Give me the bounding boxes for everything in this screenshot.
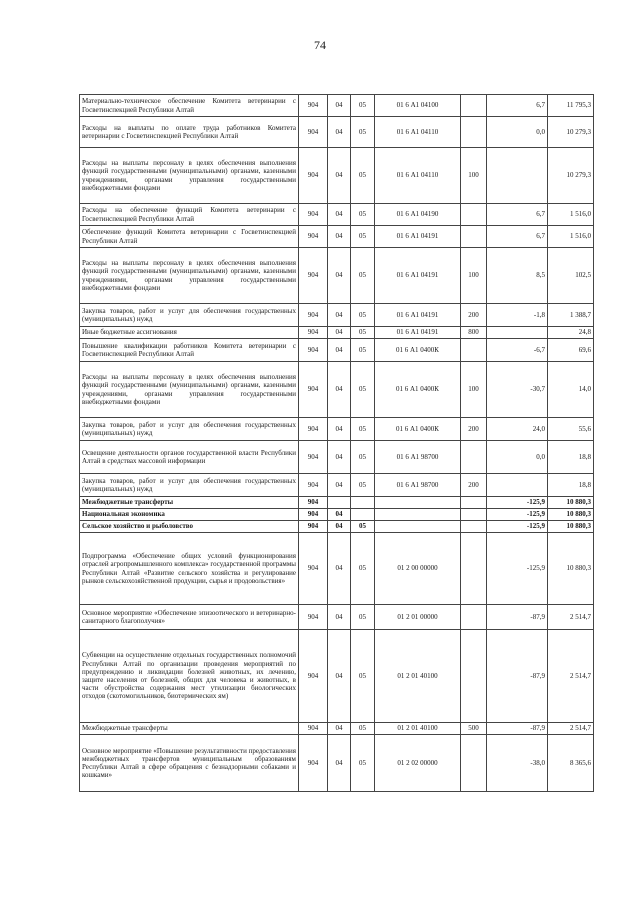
row-grbs: 904 xyxy=(299,723,328,735)
row-name: Расходы на выплаты персоналу в целях обеспечения выполнения функций государственными (муниципальными) органами, казенными учреждениями, органами управления государственными внебюджетными фондами xyxy=(80,248,299,304)
row-name: Закупка товаров, работ и услуг для обеспечения государственных (муниципальных) нужд xyxy=(80,474,299,497)
row-total: 55,6 xyxy=(548,418,594,441)
row-total: 10 880,3 xyxy=(548,497,594,509)
row-total: 10 880,3 xyxy=(548,533,594,605)
row-section: 04 xyxy=(328,226,351,248)
row-grbs: 904 xyxy=(299,339,328,362)
row-grbs: 904 xyxy=(299,226,328,248)
row-change xyxy=(487,474,548,497)
row-grbs: 904 xyxy=(299,521,328,533)
row-expense-type xyxy=(461,117,487,148)
row-grbs: 904 xyxy=(299,95,328,117)
row-target-item: 01 6 А1 98700 xyxy=(375,441,461,474)
row-subsection xyxy=(351,509,375,521)
table-row xyxy=(80,723,594,735)
row-total: 8 365,6 xyxy=(548,735,594,792)
row-subsection: 05 xyxy=(351,248,375,304)
row-change: -87,9 xyxy=(487,723,548,735)
row-section: 04 xyxy=(328,521,351,533)
row-change: 24,0 xyxy=(487,418,548,441)
row-section: 04 xyxy=(328,204,351,226)
row-subsection: 05 xyxy=(351,474,375,497)
row-grbs: 904 xyxy=(299,304,328,327)
row-change: -125,9 xyxy=(487,521,548,533)
row-target-item: 01 6 А1 0400К xyxy=(375,339,461,362)
row-total: 2 514,7 xyxy=(548,630,594,723)
row-change: 6,7 xyxy=(487,226,548,248)
row-expense-type xyxy=(461,497,487,509)
row-change: 0,0 xyxy=(487,441,548,474)
row-subsection: 05 xyxy=(351,304,375,327)
row-total: 102,5 xyxy=(548,248,594,304)
row-section: 04 xyxy=(328,509,351,521)
row-total: 10 880,3 xyxy=(548,521,594,533)
row-expense-type xyxy=(461,509,487,521)
table-row xyxy=(80,117,594,148)
row-section: 04 xyxy=(328,630,351,723)
row-name: Повышение квалификации работников Комитета ветеринарии с Госветинспекцией Республики Алтай xyxy=(80,339,299,362)
table-row xyxy=(80,474,594,497)
row-name: Расходы на выплаты персоналу в целях обеспечения выполнения функций государственными (муниципальными) органами, казенными учреждениями, органами управления государственными внебюджетными фондами xyxy=(80,148,299,204)
row-section: 04 xyxy=(328,339,351,362)
row-total: 2 514,7 xyxy=(548,723,594,735)
table-row xyxy=(80,533,594,605)
row-expense-type: 100 xyxy=(461,148,487,204)
row-section xyxy=(328,497,351,509)
row-subsection: 05 xyxy=(351,521,375,533)
row-section: 04 xyxy=(328,533,351,605)
row-grbs: 904 xyxy=(299,533,328,605)
row-target-item: 01 2 01 40100 xyxy=(375,723,461,735)
row-grbs: 904 xyxy=(299,362,328,418)
table-row xyxy=(80,95,594,117)
row-section: 04 xyxy=(328,441,351,474)
row-change xyxy=(487,327,548,339)
row-name: Межбюджетные трансферты xyxy=(80,723,299,735)
row-expense-type xyxy=(461,735,487,792)
table-row xyxy=(80,226,594,248)
row-expense-type: 200 xyxy=(461,304,487,327)
row-change: -38,0 xyxy=(487,735,548,792)
row-grbs: 904 xyxy=(299,605,328,630)
row-target-item xyxy=(375,509,461,521)
row-section: 04 xyxy=(328,304,351,327)
row-total: 10 279,3 xyxy=(548,117,594,148)
row-subsection: 05 xyxy=(351,533,375,605)
table-row xyxy=(80,521,594,533)
row-expense-type xyxy=(461,95,487,117)
row-subsection: 05 xyxy=(351,441,375,474)
row-target-item: 01 2 02 00000 xyxy=(375,735,461,792)
row-grbs: 904 xyxy=(299,248,328,304)
row-grbs: 904 xyxy=(299,474,328,497)
row-target-item: 01 2 00 00000 xyxy=(375,533,461,605)
row-expense-type xyxy=(461,339,487,362)
row-total: 10 880,3 xyxy=(548,509,594,521)
table-row xyxy=(80,418,594,441)
row-total: 24,8 xyxy=(548,327,594,339)
row-expense-type: 100 xyxy=(461,248,487,304)
row-expense-type xyxy=(461,630,487,723)
page-number: 74 xyxy=(314,38,326,52)
row-target-item: 01 6 А1 04191 xyxy=(375,248,461,304)
row-expense-type: 500 xyxy=(461,723,487,735)
row-section: 04 xyxy=(328,418,351,441)
row-target-item: 01 2 01 00000 xyxy=(375,605,461,630)
row-subsection: 05 xyxy=(351,723,375,735)
row-expense-type: 200 xyxy=(461,474,487,497)
row-grbs: 904 xyxy=(299,441,328,474)
row-total: 1 388,7 xyxy=(548,304,594,327)
row-target-item: 01 6 А1 98700 xyxy=(375,474,461,497)
table-row xyxy=(80,362,594,418)
row-expense-type xyxy=(461,204,487,226)
row-total: 14,0 xyxy=(548,362,594,418)
row-section: 04 xyxy=(328,605,351,630)
table-row xyxy=(80,509,594,521)
row-name: Закупка товаров, работ и услуг для обеспечения государственных (муниципальных) нужд xyxy=(80,418,299,441)
table-row xyxy=(80,339,594,362)
row-subsection: 05 xyxy=(351,362,375,418)
row-change xyxy=(487,148,548,204)
row-grbs: 904 xyxy=(299,148,328,204)
row-subsection: 05 xyxy=(351,605,375,630)
row-subsection: 05 xyxy=(351,735,375,792)
row-change: 8,5 xyxy=(487,248,548,304)
row-change: -125,9 xyxy=(487,497,548,509)
row-name: Расходы на выплаты персоналу в целях обеспечения выполнения функций государственными (муниципальными) органами, казенными учреждениями, органами управления государственными внебюджетными фондами xyxy=(80,362,299,418)
row-expense-type xyxy=(461,226,487,248)
row-target-item: 01 6 А1 04191 xyxy=(375,226,461,248)
row-section: 04 xyxy=(328,148,351,204)
row-change: -30,7 xyxy=(487,362,548,418)
row-change: -1,8 xyxy=(487,304,548,327)
budget-table xyxy=(79,94,594,792)
table-row xyxy=(80,441,594,474)
row-subsection: 05 xyxy=(351,117,375,148)
row-name: Закупка товаров, работ и услуг для обеспечения государственных (муниципальных) нужд xyxy=(80,304,299,327)
row-expense-type: 800 xyxy=(461,327,487,339)
row-name: Материально-техническое обеспечение Комитета ветеринарии с Госветинспекцией Республики Алтай xyxy=(80,95,299,117)
table-row xyxy=(80,735,594,792)
row-grbs: 904 xyxy=(299,509,328,521)
row-name: Основное мероприятие «Повышение результативности предоставления межбюджетных трансфертов муниципальным образованиям Республики Алтай в сфере обращения с безнадзорными собаками и кошками» xyxy=(80,735,299,792)
row-name: Межбюджетные трансферты xyxy=(80,497,299,509)
row-change: -125,9 xyxy=(487,533,548,605)
row-section: 04 xyxy=(328,327,351,339)
row-section: 04 xyxy=(328,735,351,792)
row-name: Иные бюджетные ассигнования xyxy=(80,327,299,339)
row-name: Подпрограмма «Обеспечение общих условий функционирования отраслей агропромышленного комплекса» государственной программы Республики Алтай «Развитие сельского хозяйства и регулирование рынков сельскохозяйственной продукции, сырья и продовольствия» xyxy=(80,533,299,605)
row-target-item: 01 6 А1 04191 xyxy=(375,327,461,339)
row-name: Субвенции на осуществление отдельных государственных полномочий Республики Алтай по организации проведения мероприятий по предупреждению и ликвидации болезней животных, их лечению, защите населения от болезней, общих для человека и животных, в части обустройства содержания мест утилизации биологических отходов (скотомогильников, биотермических ям) xyxy=(80,630,299,723)
row-section: 04 xyxy=(328,248,351,304)
row-target-item xyxy=(375,497,461,509)
row-grbs: 904 xyxy=(299,418,328,441)
row-grbs: 904 xyxy=(299,327,328,339)
row-change: -6,7 xyxy=(487,339,548,362)
row-change: 6,7 xyxy=(487,204,548,226)
row-expense-type xyxy=(461,605,487,630)
row-change: -87,9 xyxy=(487,630,548,723)
row-name: Обеспечение функций Комитета ветеринарии с Госветинспекцией Республики Алтай xyxy=(80,226,299,248)
row-grbs: 904 xyxy=(299,204,328,226)
row-target-item: 01 6 А1 04190 xyxy=(375,204,461,226)
table-row xyxy=(80,148,594,204)
table-row xyxy=(80,630,594,723)
row-total: 69,6 xyxy=(548,339,594,362)
row-section: 04 xyxy=(328,723,351,735)
row-grbs: 904 xyxy=(299,117,328,148)
row-subsection: 05 xyxy=(351,418,375,441)
row-subsection: 05 xyxy=(351,204,375,226)
row-target-item: 01 6 А1 04100 xyxy=(375,95,461,117)
row-section: 04 xyxy=(328,117,351,148)
table-row xyxy=(80,304,594,327)
row-total: 2 514,7 xyxy=(548,605,594,630)
row-name: Национальная экономика xyxy=(80,509,299,521)
table-row xyxy=(80,248,594,304)
row-subsection: 05 xyxy=(351,327,375,339)
table-row xyxy=(80,327,594,339)
row-total: 11 795,3 xyxy=(548,95,594,117)
row-name: Расходы на выплаты по оплате труда работников Комитета ветеринарии с Госветинспекцией Республики Алтай xyxy=(80,117,299,148)
row-total: 1 516,0 xyxy=(548,204,594,226)
row-grbs: 904 xyxy=(299,497,328,509)
row-total: 18,8 xyxy=(548,474,594,497)
row-target-item: 01 6 А1 0400К xyxy=(375,362,461,418)
row-target-item: 01 6 А1 0400К xyxy=(375,418,461,441)
row-expense-type xyxy=(461,441,487,474)
row-name: Сельское хозяйство и рыболовство xyxy=(80,521,299,533)
row-grbs: 904 xyxy=(299,630,328,723)
row-target-item: 01 6 А1 04191 xyxy=(375,304,461,327)
row-subsection: 05 xyxy=(351,339,375,362)
row-expense-type xyxy=(461,521,487,533)
row-expense-type xyxy=(461,533,487,605)
row-expense-type: 100 xyxy=(461,362,487,418)
table-row xyxy=(80,497,594,509)
row-total: 10 279,3 xyxy=(548,148,594,204)
row-subsection xyxy=(351,497,375,509)
row-target-item xyxy=(375,521,461,533)
table-row xyxy=(80,605,594,630)
row-subsection: 05 xyxy=(351,148,375,204)
row-change: -125,9 xyxy=(487,509,548,521)
row-target-item: 01 6 А1 04110 xyxy=(375,117,461,148)
row-target-item: 01 2 01 40100 xyxy=(375,630,461,723)
row-grbs: 904 xyxy=(299,735,328,792)
row-target-item: 01 6 А1 04110 xyxy=(375,148,461,204)
row-subsection: 05 xyxy=(351,630,375,723)
row-subsection: 05 xyxy=(351,95,375,117)
row-section: 04 xyxy=(328,95,351,117)
row-section: 04 xyxy=(328,362,351,418)
row-change: -87,9 xyxy=(487,605,548,630)
row-expense-type: 200 xyxy=(461,418,487,441)
row-total: 1 516,0 xyxy=(548,226,594,248)
row-name: Освещение деятельности органов государственной власти Республики Алтай в средствах массовой информации xyxy=(80,441,299,474)
row-section: 04 xyxy=(328,474,351,497)
row-total: 18,8 xyxy=(548,441,594,474)
row-name: Расходы на обеспечение функций Комитета ветеринарии с Госветинспекцией Республики Алтай xyxy=(80,204,299,226)
row-name: Основное мероприятие «Обеспечение эпизоотического и ветеринарно-санитарного благополучия» xyxy=(80,605,299,630)
table-row xyxy=(80,204,594,226)
row-change: 6,7 xyxy=(487,95,548,117)
row-subsection: 05 xyxy=(351,226,375,248)
row-change: 0,0 xyxy=(487,117,548,148)
